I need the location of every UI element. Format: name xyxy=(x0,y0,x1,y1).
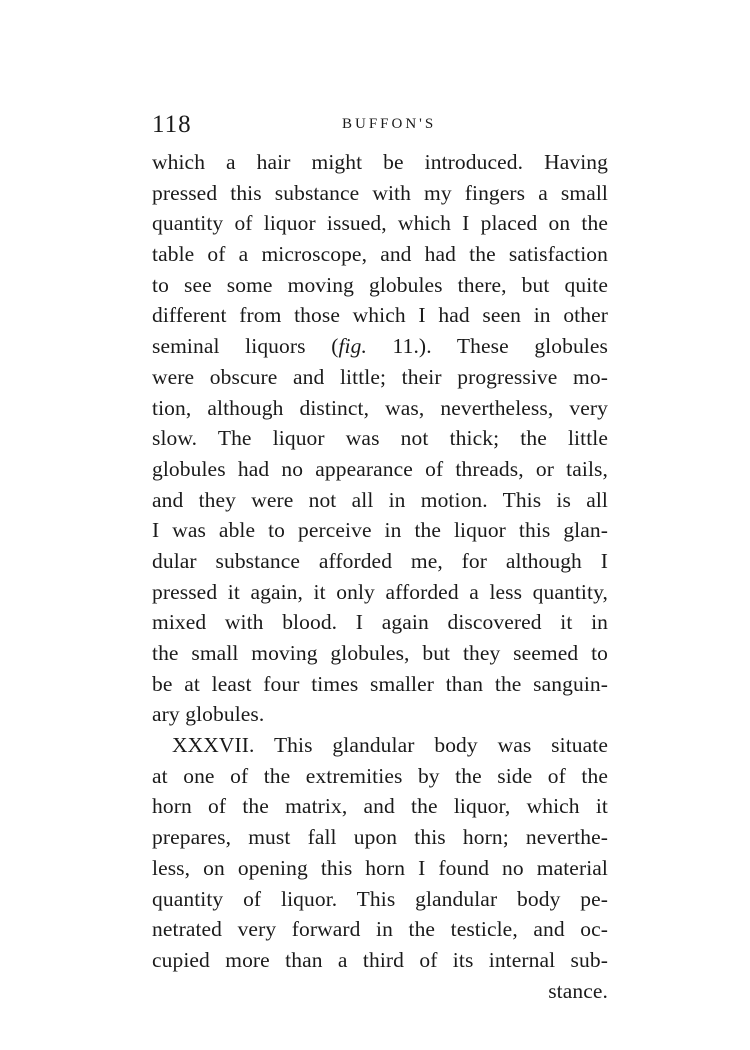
text-line: table of a microscope, and had the satisfaction xyxy=(152,242,608,267)
text-line: cupied more than a third of its internal sub- xyxy=(152,947,608,972)
text-line: the small moving globules, but they seemed to xyxy=(152,641,608,665)
text-line: quantity of liquor issued, which I placed on the xyxy=(152,211,608,236)
text-line: slow. The liquor was not thick; the little xyxy=(152,426,608,451)
page-number: 118 xyxy=(152,111,192,138)
text-line: less, on opening this horn I found no material xyxy=(152,855,608,880)
text-line: be at least four times smaller than the sanguin- xyxy=(152,671,608,696)
text-line: to see some moving globules there, but quite xyxy=(152,272,608,297)
text-line: dular substance afforded me, for although I xyxy=(152,548,608,573)
section-start-line: XXXVII. This glandular body was situate xyxy=(172,733,608,758)
text-line: and they were not all in motion. This is all xyxy=(152,487,608,512)
running-head: BUFFON'S xyxy=(342,116,437,132)
catchword: stance. xyxy=(548,978,608,1003)
body-text xyxy=(152,147,608,1006)
text-line: netrated very forward in the testicle, and oc- xyxy=(152,917,608,942)
text-line: globules had no appearance of threads, or tails, xyxy=(152,456,608,481)
text-line: at one of the extremities by the side of the xyxy=(152,763,608,788)
text-line: I was able to perceive in the liquor this glan- xyxy=(152,518,608,543)
text-line: pressed it again, it only afforded a less quantity, xyxy=(152,579,608,604)
text-line: seminal liquors (fig. 11.). These globules xyxy=(152,334,608,359)
text-line: were obscure and little; their progressive mo- xyxy=(152,364,608,389)
text-line: prepares, must fall upon this horn; neverthe- xyxy=(152,825,608,850)
text-line: which a hair might be introduced. Having xyxy=(152,150,608,174)
text-line: pressed this substance with my fingers a small xyxy=(152,180,608,205)
text-line: ary globules. xyxy=(152,702,265,727)
text-line: quantity of liquor. This glandular body pe- xyxy=(152,886,608,911)
text-line: horn of the matrix, and the liquor, which it xyxy=(152,794,608,819)
text-line: mixed with blood. I again discovered it in xyxy=(152,610,608,635)
text-line: tion, although distinct, was, nevertheless, very xyxy=(152,395,608,420)
text-line: different from those which I had seen in other xyxy=(152,303,608,328)
